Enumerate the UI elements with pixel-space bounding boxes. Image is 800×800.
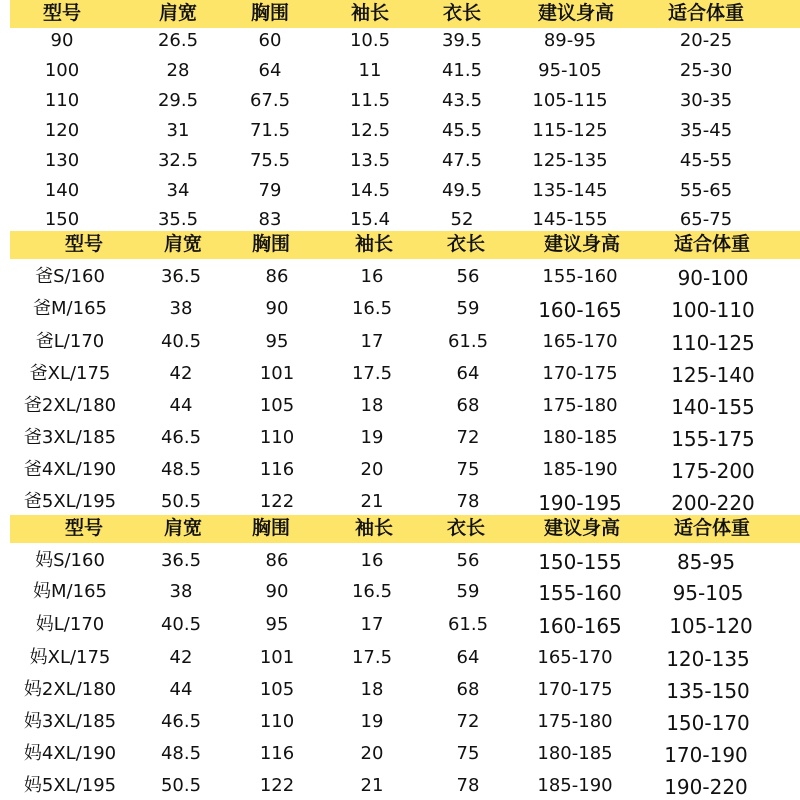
cell-height: 95-105 [538, 60, 602, 81]
cell-length: 56 [456, 266, 480, 287]
cell-shoulder: 36.5 [160, 550, 202, 571]
cell-model: 140 [44, 180, 80, 201]
cell-chest: 83 [258, 209, 282, 230]
cell-chest: 110 [259, 711, 295, 732]
cell-height: 145-155 [532, 209, 608, 230]
cell-length: 49.5 [441, 180, 483, 201]
cell-height: 175-180 [537, 711, 613, 732]
header-height: 建议身高 [537, 2, 615, 24]
header-length: 衣长 [446, 233, 486, 255]
cell-shoulder: 36.5 [160, 266, 202, 287]
cell-sleeve: 17 [360, 331, 384, 352]
cell-weight: 90-100 [677, 266, 749, 290]
header-sleeve: 袖长 [354, 517, 394, 539]
cell-chest: 105 [259, 679, 295, 700]
cell-height: 155-160 [538, 581, 622, 605]
cell-length: 59 [456, 581, 480, 602]
cell-model: 妈3XL/185 [23, 711, 117, 732]
cell-chest: 122 [259, 491, 295, 512]
cell-model: 100 [44, 60, 80, 81]
cell-sleeve: 21 [360, 491, 384, 512]
cell-length: 61.5 [447, 614, 489, 635]
cell-length: 64 [456, 647, 480, 668]
cell-chest: 101 [259, 647, 295, 668]
cell-length: 59 [456, 298, 480, 319]
cell-sleeve: 16 [360, 550, 384, 571]
cell-length: 78 [456, 775, 480, 796]
cell-length: 61.5 [447, 331, 489, 352]
header-chest: 胸围 [250, 2, 290, 24]
cell-weight: 45-55 [679, 150, 733, 171]
header-weight: 适合体重 [673, 233, 751, 255]
cell-sleeve: 17.5 [351, 647, 393, 668]
header-sleeve: 袖长 [354, 233, 394, 255]
cell-shoulder: 26.5 [157, 30, 199, 51]
cell-shoulder: 42 [169, 363, 193, 384]
header-model: 型号 [64, 233, 104, 255]
cell-height: 165-170 [537, 647, 613, 668]
cell-height: 160-165 [538, 298, 622, 322]
cell-model: 爸L/170 [35, 331, 105, 352]
cell-height: 125-135 [532, 150, 608, 171]
cell-length: 78 [456, 491, 480, 512]
cell-shoulder: 38 [169, 298, 193, 319]
cell-chest: 75.5 [249, 150, 291, 171]
cell-shoulder: 46.5 [160, 711, 202, 732]
cell-model: 爸M/165 [33, 298, 107, 319]
cell-sleeve: 11.5 [349, 90, 391, 111]
cell-sleeve: 21 [360, 775, 384, 796]
cell-shoulder: 38 [169, 581, 193, 602]
cell-shoulder: 32.5 [157, 150, 199, 171]
cell-model: 爸4XL/190 [23, 459, 117, 480]
cell-chest: 101 [259, 363, 295, 384]
cell-chest: 116 [259, 743, 295, 764]
cell-shoulder: 42 [169, 647, 193, 668]
cell-shoulder: 34 [166, 180, 190, 201]
cell-model: 90 [50, 30, 74, 51]
cell-length: 68 [456, 395, 480, 416]
cell-height: 135-145 [532, 180, 608, 201]
cell-sleeve: 16 [360, 266, 384, 287]
cell-height: 89-95 [543, 30, 597, 51]
cell-chest: 122 [259, 775, 295, 796]
header-model: 型号 [42, 2, 82, 24]
cell-weight: 95-105 [672, 581, 744, 605]
cell-weight: 140-155 [671, 395, 755, 419]
cell-weight: 150-170 [666, 711, 750, 735]
cell-length: 43.5 [441, 90, 483, 111]
cell-height: 115-125 [532, 120, 608, 141]
cell-weight: 25-30 [679, 60, 733, 81]
cell-model: 爸XL/175 [29, 363, 111, 384]
cell-height: 190-195 [538, 491, 622, 515]
header-length: 衣长 [446, 517, 486, 539]
cell-height: 185-190 [542, 459, 618, 480]
cell-sleeve: 17.5 [351, 363, 393, 384]
cell-shoulder: 44 [169, 395, 193, 416]
cell-shoulder: 46.5 [160, 427, 202, 448]
cell-weight: 175-200 [671, 459, 755, 483]
cell-weight: 135-150 [666, 679, 750, 703]
header-shoulder: 肩宽 [163, 233, 203, 255]
cell-sleeve: 16.5 [351, 298, 393, 319]
cell-length: 72 [456, 711, 480, 732]
cell-sleeve: 19 [360, 711, 384, 732]
cell-height: 165-170 [542, 331, 618, 352]
cell-model: 妈5XL/195 [23, 775, 117, 796]
cell-shoulder: 35.5 [157, 209, 199, 230]
cell-weight: 20-25 [679, 30, 733, 51]
cell-model: 妈4XL/190 [23, 743, 117, 764]
cell-length: 47.5 [441, 150, 483, 171]
cell-weight: 120-135 [666, 647, 750, 671]
cell-sleeve: 11 [358, 60, 382, 81]
cell-model: 爸3XL/185 [23, 427, 117, 448]
cell-length: 45.5 [441, 120, 483, 141]
cell-shoulder: 50.5 [160, 775, 202, 796]
cell-length: 39.5 [441, 30, 483, 51]
cell-sleeve: 17 [360, 614, 384, 635]
header-sleeve: 袖长 [350, 2, 390, 24]
cell-shoulder: 48.5 [160, 743, 202, 764]
cell-height: 185-190 [537, 775, 613, 796]
cell-sleeve: 15.4 [349, 209, 391, 230]
cell-chest: 116 [259, 459, 295, 480]
cell-length: 41.5 [441, 60, 483, 81]
cell-chest: 64 [258, 60, 282, 81]
header-model: 型号 [64, 517, 104, 539]
cell-height: 180-185 [537, 743, 613, 764]
cell-weight: 110-125 [671, 331, 755, 355]
header-height: 建议身高 [543, 517, 621, 539]
cell-sleeve: 19 [360, 427, 384, 448]
cell-model: 妈L/170 [35, 614, 105, 635]
cell-length: 68 [456, 679, 480, 700]
cell-chest: 90 [265, 298, 289, 319]
cell-chest: 105 [259, 395, 295, 416]
cell-shoulder: 50.5 [160, 491, 202, 512]
cell-weight: 190-220 [664, 775, 748, 799]
cell-shoulder: 31 [166, 120, 190, 141]
cell-chest: 86 [265, 550, 289, 571]
cell-height: 105-115 [532, 90, 608, 111]
cell-weight: 100-110 [671, 298, 755, 322]
cell-model: 妈M/165 [33, 581, 107, 602]
cell-shoulder: 40.5 [160, 614, 202, 635]
cell-sleeve: 14.5 [349, 180, 391, 201]
cell-model: 妈XL/175 [29, 647, 111, 668]
cell-sleeve: 18 [360, 395, 384, 416]
cell-length: 52 [450, 209, 474, 230]
header-length: 衣长 [442, 2, 482, 24]
cell-shoulder: 48.5 [160, 459, 202, 480]
header-weight: 适合体重 [667, 2, 745, 24]
cell-model: 爸2XL/180 [23, 395, 117, 416]
cell-length: 75 [456, 743, 480, 764]
cell-sleeve: 12.5 [349, 120, 391, 141]
cell-chest: 90 [265, 581, 289, 602]
cell-model: 妈S/160 [35, 550, 105, 571]
cell-length: 72 [456, 427, 480, 448]
cell-model: 110 [44, 90, 80, 111]
cell-weight: 105-120 [669, 614, 753, 638]
cell-weight: 125-140 [671, 363, 755, 387]
cell-weight: 55-65 [679, 180, 733, 201]
cell-chest: 86 [265, 266, 289, 287]
cell-weight: 35-45 [679, 120, 733, 141]
cell-chest: 95 [265, 614, 289, 635]
cell-chest: 60 [258, 30, 282, 51]
cell-sleeve: 20 [360, 459, 384, 480]
cell-chest: 95 [265, 331, 289, 352]
cell-height: 160-165 [538, 614, 622, 638]
cell-length: 56 [456, 550, 480, 571]
cell-model: 130 [44, 150, 80, 171]
cell-weight: 85-95 [676, 550, 736, 574]
cell-weight: 30-35 [679, 90, 733, 111]
cell-length: 64 [456, 363, 480, 384]
header-weight: 适合体重 [673, 517, 751, 539]
header-chest: 胸围 [251, 517, 291, 539]
cell-shoulder: 29.5 [157, 90, 199, 111]
cell-shoulder: 40.5 [160, 331, 202, 352]
cell-model: 120 [44, 120, 80, 141]
cell-sleeve: 16.5 [351, 581, 393, 602]
cell-chest: 71.5 [249, 120, 291, 141]
header-height: 建议身高 [543, 233, 621, 255]
cell-model: 150 [44, 209, 80, 230]
cell-height: 155-160 [542, 266, 618, 287]
cell-chest: 67.5 [249, 90, 291, 111]
cell-model: 妈2XL/180 [23, 679, 117, 700]
cell-weight: 65-75 [679, 209, 733, 230]
cell-sleeve: 13.5 [349, 150, 391, 171]
cell-height: 170-175 [537, 679, 613, 700]
cell-model: 爸S/160 [35, 266, 105, 287]
cell-height: 150-155 [538, 550, 622, 574]
header-shoulder: 肩宽 [158, 2, 198, 24]
header-shoulder: 肩宽 [163, 517, 203, 539]
cell-height: 175-180 [542, 395, 618, 416]
header-chest: 胸围 [251, 233, 291, 255]
cell-height: 170-175 [542, 363, 618, 384]
cell-sleeve: 10.5 [349, 30, 391, 51]
cell-chest: 110 [259, 427, 295, 448]
cell-weight: 200-220 [671, 491, 755, 515]
cell-chest: 79 [258, 180, 282, 201]
cell-shoulder: 44 [169, 679, 193, 700]
cell-length: 75 [456, 459, 480, 480]
cell-sleeve: 20 [360, 743, 384, 764]
cell-weight: 170-190 [664, 743, 748, 767]
cell-shoulder: 28 [166, 60, 190, 81]
cell-weight: 155-175 [671, 427, 755, 451]
cell-sleeve: 18 [360, 679, 384, 700]
cell-height: 180-185 [542, 427, 618, 448]
cell-model: 爸5XL/195 [23, 491, 117, 512]
